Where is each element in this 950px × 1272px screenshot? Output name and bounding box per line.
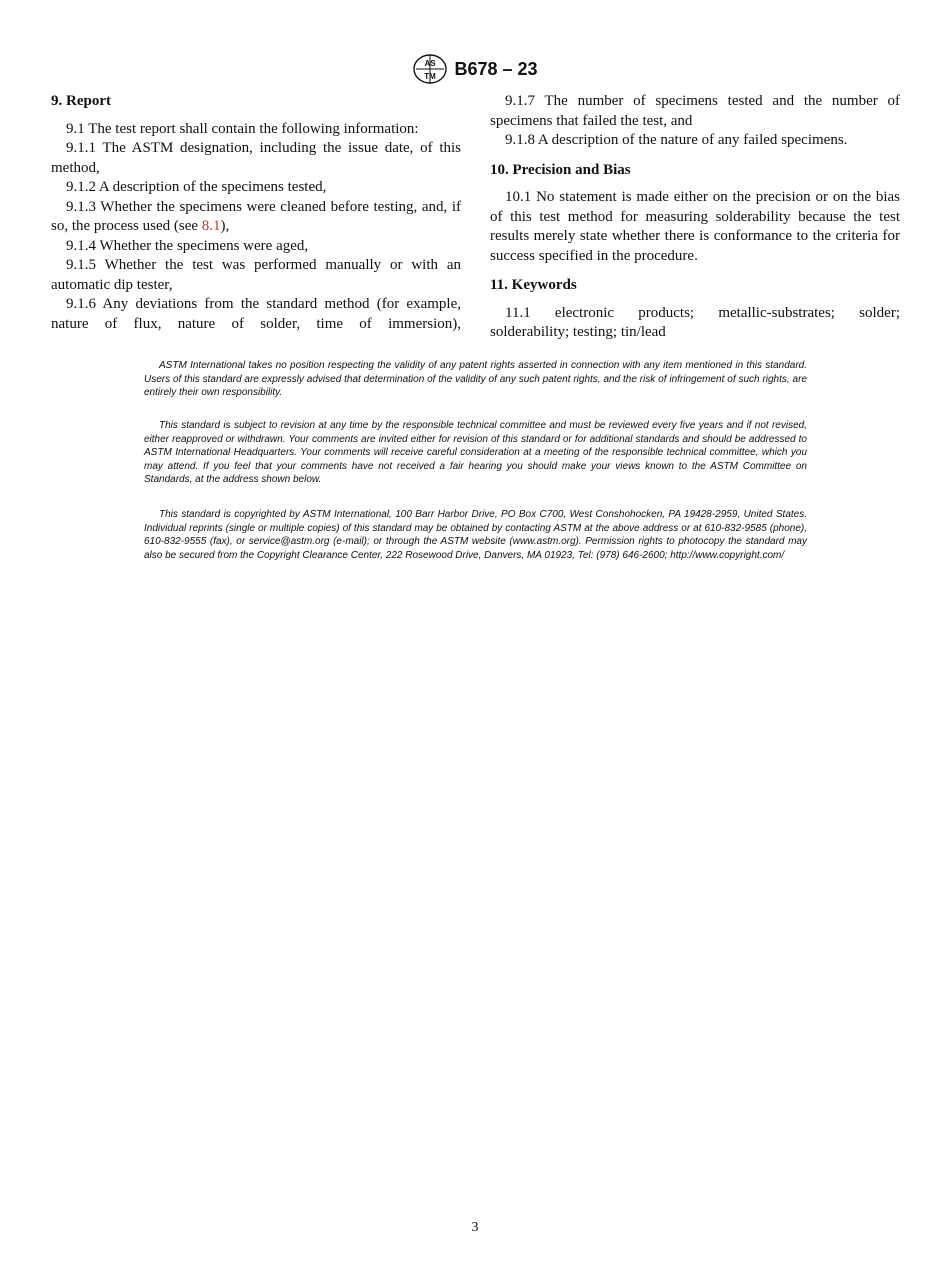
section-10-title: 10. Precision and Bias: [490, 161, 631, 178]
svg-text:AS: AS: [424, 59, 437, 68]
para-9-1-4: 9.1.4 Whether the specimens were aged,: [66, 237, 309, 254]
section-8-1-link[interactable]: 8.1: [201, 218, 221, 234]
para-9-1-2: 9.1.2 A description of the specimens tested,: [66, 179, 327, 195]
para-9-1-5: 9.1.5 Whether the test was performed manually or with an automatic dip tester,: [51, 257, 461, 293]
left-column: [51, 92, 461, 334]
section-11-title: 11. Keywords: [490, 277, 577, 293]
astm-logo-icon: [412, 53, 448, 85]
para-10-1: 10.1 No statement is made either on the precision or on the bias of this test method for measuring solderability because the test results merely state whether there is conformance to the criteria for success specified in the procedure.: [490, 189, 900, 264]
para-9-1-3-text: 9.1.3 Whether the specimens were cleaned before testing, and, if so, the process used (see: [51, 198, 461, 234]
svg-text:TM: TM: [424, 72, 437, 81]
page-header: [0, 52, 950, 86]
patent-notice: ASTM International takes no position respecting the validity of any patent rights asserted in connection with any item mentioned in this standard. Users of this standard are expressly advised that determination of the validity of any such patent rights, and the risk of infringement of such rights, are entirely their own responsibility.: [144, 360, 807, 399]
para-9-1-8: 9.1.8 A description of the nature of any failed specimens.: [505, 132, 848, 148]
section-9-title: 9. Report: [51, 93, 111, 109]
page-number: 3: [471, 1220, 479, 1235]
revision-notice: This standard is subject to revision at any time by the responsible technical committee and must be reviewed every five years and if not revised, either reapproved or withdrawn. Your comments are invited either for revision of this standard or for additional standards and should be addressed to ASTM International Headquarters. Your comments will receive careful consideration at a meeting of the responsible technical committee, which you may attend. If you feel that your comments have not received a fair hearing you should make your views known to the ASTM Committee on Standards, at the address shown below.: [144, 420, 807, 486]
para-9-1: 9.1 The test report shall contain the following information:: [66, 120, 419, 137]
right-column: [490, 92, 900, 343]
para-9-1-3-tail: ),: [220, 218, 230, 234]
para-9-1-1: 9.1.1 The ASTM designation, including the issue date, of this method,: [51, 140, 461, 176]
para-9-1-3: [51, 198, 461, 237]
para-9-1-6: 9.1.6 Any deviations from the standard method (for example, nature of flux, nature of solder, time of immersion),: [51, 296, 461, 332]
para-9-1-7: 9.1.7 The number of specimens tested and the number of specimens that failed the test, and: [490, 93, 900, 129]
copyright-notice: This standard is copyrighted by ASTM International, 100 Barr Harbor Drive, PO Box C700, West Conshohocken, PA 19428-2959, United States. Individual reprints (single or multiple copies) of this standard may be obtained by contacting ASTM at the above address or at 610-832-9585 (phone), 610-832-9555 (fax), or service@astm.org (e-mail); or through the ASTM website (www.astm.org). Permission rights to photocopy the standard may also be secured from the Copyright Clearance Center, 222 Rosewood Drive, Danvers, MA 01923, Tel: (978) 646-2600; http://www.copyright.com/: [144, 509, 807, 561]
para-11-1: 11.1 electronic products; metallic-substrates; solder; solderability; testing; tin/lead: [490, 304, 900, 340]
standard-designation: B678 – 23: [454, 58, 538, 79]
